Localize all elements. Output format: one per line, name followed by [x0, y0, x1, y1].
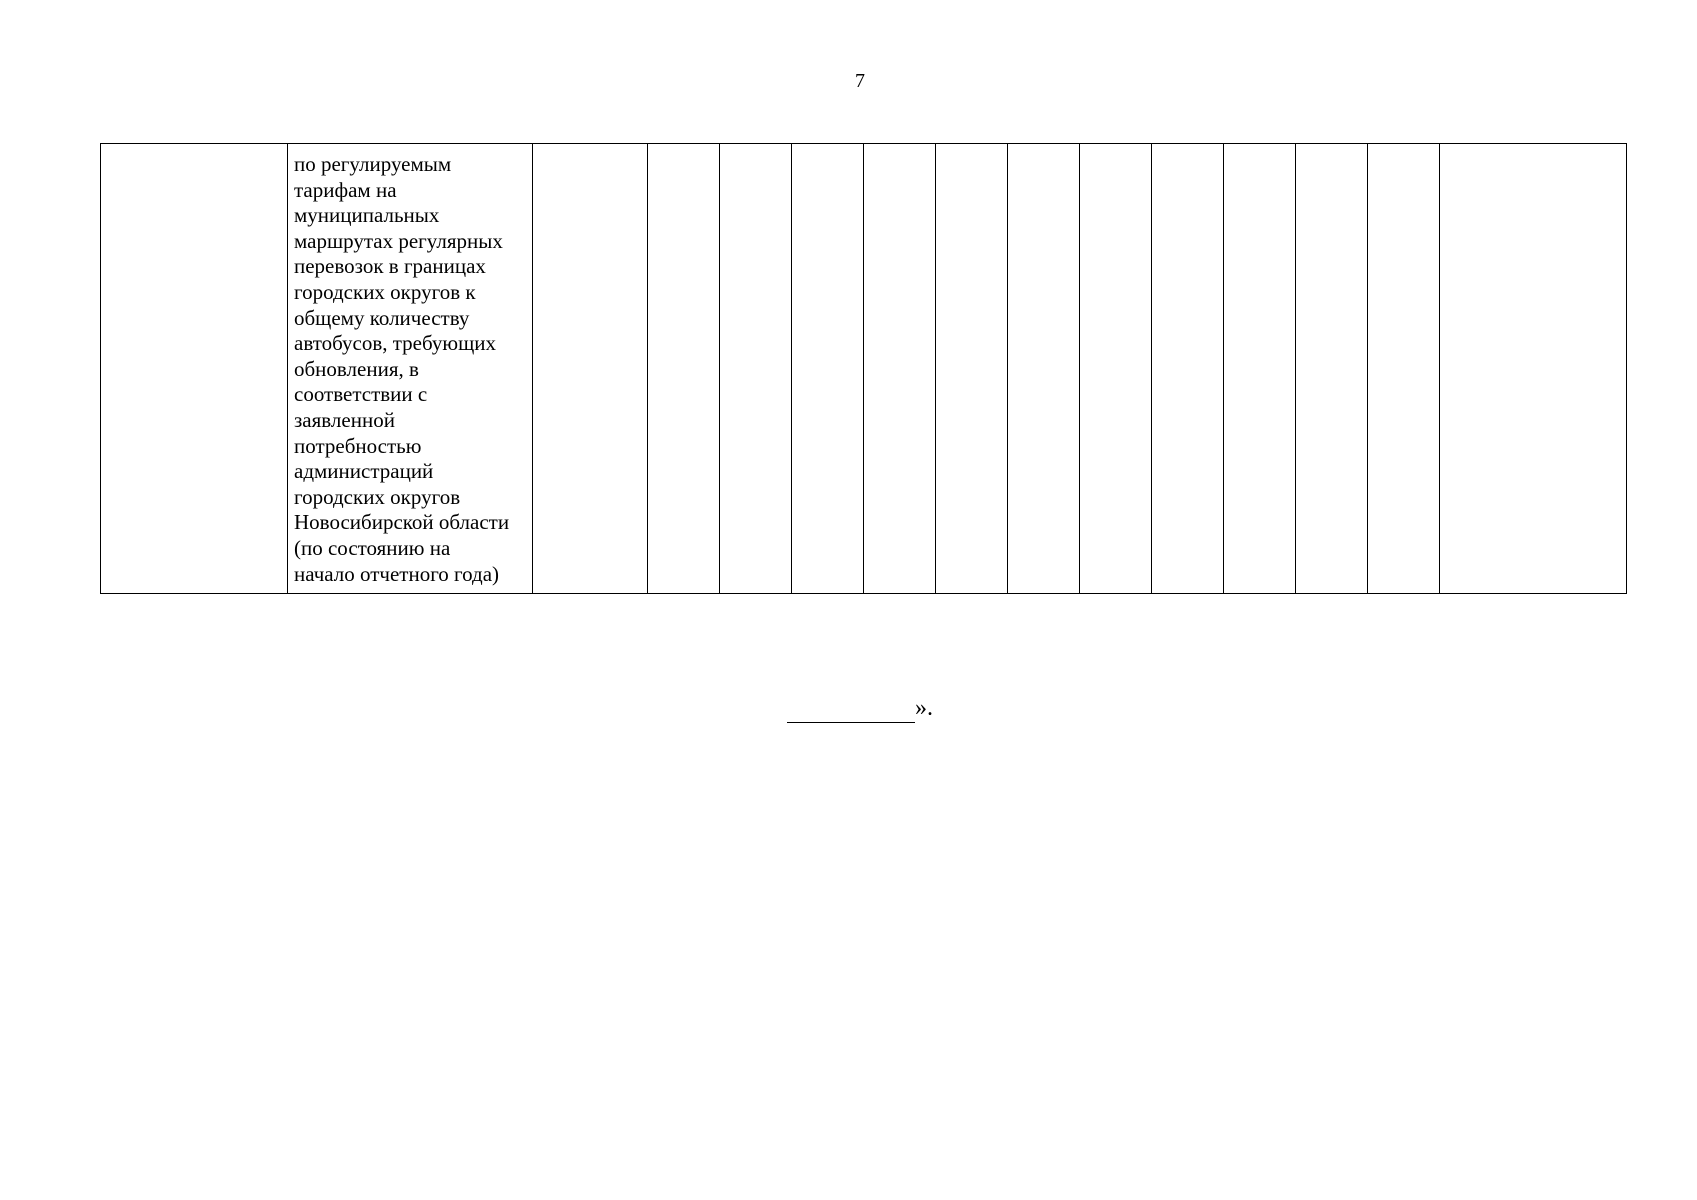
table-cell-value	[1368, 144, 1440, 594]
table-cell-value	[864, 144, 936, 594]
table-cell-value	[1440, 144, 1627, 594]
table-cell-value	[792, 144, 864, 594]
indicator-table	[100, 143, 1627, 594]
table-cell-value	[1224, 144, 1296, 594]
blank-line	[787, 696, 915, 723]
table-cell-indicator	[288, 144, 533, 594]
table-cell-value	[1080, 144, 1152, 594]
closing-quote: ».	[915, 695, 933, 721]
table-cell-value	[1152, 144, 1224, 594]
table-row	[101, 144, 1627, 594]
table-cell-number	[101, 144, 288, 594]
table-cell-value	[720, 144, 792, 594]
table-cell-value	[648, 144, 720, 594]
closing-mark	[787, 693, 933, 723]
table-cell-value	[1296, 144, 1368, 594]
indicator-text: по регулируемым тарифам на муниципальных маршрутах регулярных перевозок в границах городских округов к общему количеству автобусов, требующих обновления, в соответствии с заявленной потребностью администраций городских округов Новосибирской области (по состоянию на начало отчетного года)	[294, 152, 510, 586]
table-cell-unit	[533, 144, 648, 594]
table-cell-value	[936, 144, 1008, 594]
page-number: 7	[855, 70, 865, 92]
table-cell-value	[1008, 144, 1080, 594]
